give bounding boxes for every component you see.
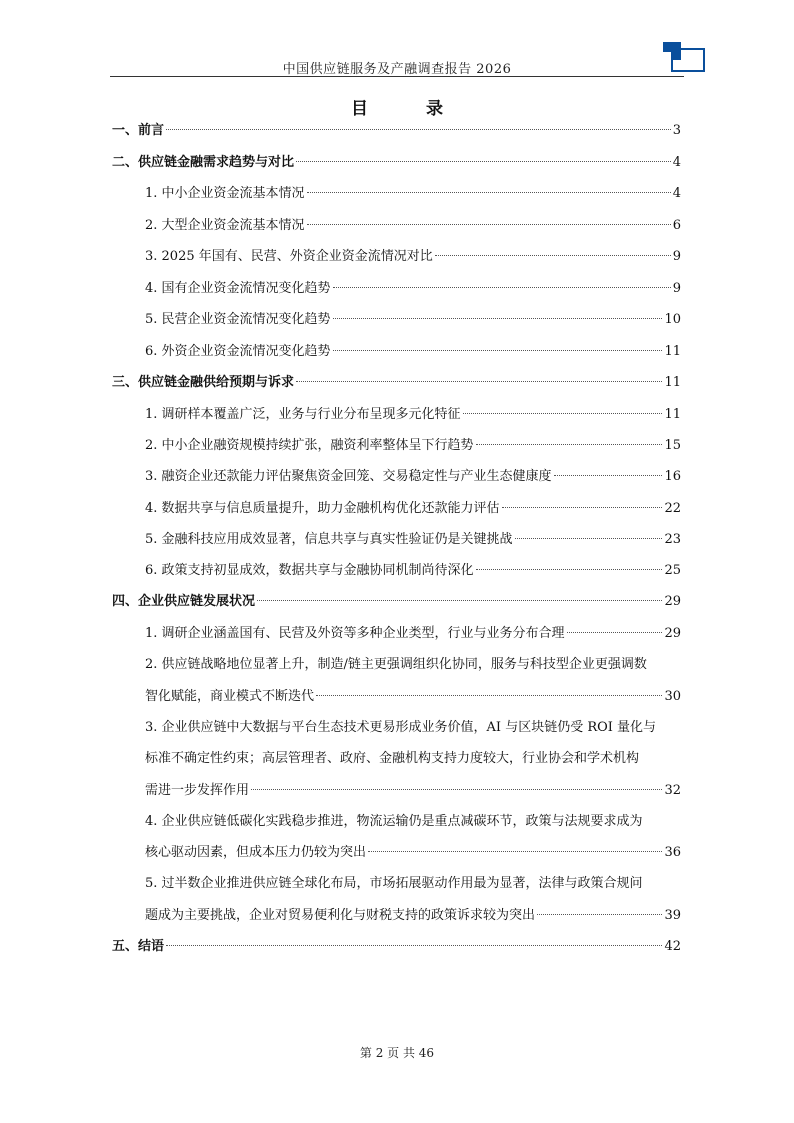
toc-entry-2-6[interactable] <box>145 342 681 362</box>
leader-dots <box>307 224 671 225</box>
leader-dots <box>316 695 662 696</box>
leader-dots <box>537 914 662 915</box>
toc-entry-text: 五、结语 <box>112 939 165 954</box>
toc-page-number: 42 <box>664 939 681 954</box>
toc-entry-text: 智化赋能，商业模式不断迭代 <box>145 689 315 704</box>
toc-entry-text: 二、供应链金融需求趋势与对比 <box>112 155 295 170</box>
leader-dots <box>166 129 671 130</box>
toc-entry-text: 2. 中小企业融资规模持续扩张，融资利率整体呈下行趋势 <box>145 438 474 453</box>
toc-entry-text: 6. 外资企业资金流情况变化趋势 <box>145 344 331 359</box>
toc-entry-2-4[interactable] <box>145 279 681 299</box>
toc-entry-text: 2. 大型企业资金流基本情况 <box>145 218 305 233</box>
leader-dots <box>333 350 663 351</box>
toc-page-number: 29 <box>664 626 681 641</box>
toc-entry-2-1[interactable] <box>145 184 681 204</box>
toc-page-number: 10 <box>664 312 681 327</box>
toc-entry-4-2-lead[interactable]: 2. 供应链战略地位显著上升，制造/链主更强调组织化协同，服务与科技型企业更强调数 <box>145 657 647 672</box>
toc-page-number: 11 <box>664 407 681 422</box>
toc-page-number: 36 <box>664 845 681 860</box>
toc-entry-4-3[interactable] <box>145 781 681 801</box>
leader-dots <box>251 789 662 790</box>
toc-entry-4-1[interactable] <box>145 624 681 644</box>
toc-page-number: 3 <box>672 123 681 138</box>
toc-page-number: 4 <box>672 186 681 201</box>
leader-dots <box>476 569 663 570</box>
toc-entry-4-2[interactable] <box>145 687 681 707</box>
toc-entry-section-2[interactable] <box>112 153 681 173</box>
leader-dots <box>296 381 662 382</box>
toc-entry-text: 一、前言 <box>112 123 165 138</box>
report-title: 中国供应链服务及产融调查报告 2026 <box>282 62 512 77</box>
toc-page-number: 22 <box>664 501 681 516</box>
page-footer: 第 2 页 共 46 <box>359 1046 435 1060</box>
toc-entry-3-6[interactable] <box>145 561 681 581</box>
toc-entry-2-3[interactable] <box>145 247 681 267</box>
toc-entry-4-4[interactable] <box>145 843 681 863</box>
toc-page-number: 29 <box>664 594 681 609</box>
toc-entry-text: 四、企业供应链发展状况 <box>112 594 256 609</box>
toc-page-number: 11 <box>664 344 681 359</box>
toc-entry-3-5[interactable] <box>145 530 681 550</box>
toc-entry-4-5-lead[interactable]: 5. 过半数企业推进供应链全球化布局，市场拓展驱动作用最为显著，法律与政策合规问 <box>145 876 643 891</box>
toc-page-number: 6 <box>672 218 681 233</box>
toc-page-number: 39 <box>664 908 681 923</box>
toc-entry-section-3[interactable] <box>112 373 681 393</box>
leader-dots <box>515 538 663 539</box>
leader-dots <box>333 287 671 288</box>
leader-dots <box>296 161 671 162</box>
toc-page-number: 15 <box>664 438 681 453</box>
toc-entry-preface[interactable] <box>112 121 681 141</box>
leader-dots <box>502 507 663 508</box>
toc-page-number: 32 <box>664 783 681 798</box>
toc-entry-4-4-lead[interactable]: 4. 企业供应链低碳化实践稳步推进，物流运输仍是重点减碳环节，政策与法规要求成为 <box>145 814 643 829</box>
toc-entry-text: 4. 数据共享与信息质量提升，助力金融机构优化还款能力评估 <box>145 501 500 516</box>
toc-entry-4-5[interactable] <box>145 906 681 926</box>
leader-dots <box>333 318 663 319</box>
toc-entry-text: 1. 调研企业涵盖国有、民营及外资等多种企业类型，行业与业务分布合理 <box>145 626 565 641</box>
toc-page-number: 23 <box>664 532 681 547</box>
toc-page-number: 9 <box>672 281 681 296</box>
leader-dots <box>166 945 662 946</box>
toc-heading: 目 录 <box>351 99 469 119</box>
leader-dots <box>463 413 663 414</box>
toc-entry-text: 3. 融资企业还款能力评估聚焦资金回笼、交易稳定性与产业生态健康度 <box>145 469 552 484</box>
toc-entry-text: 5. 民营企业资金流情况变化趋势 <box>145 312 331 327</box>
logo-icon <box>663 42 709 74</box>
toc-entry-2-2[interactable] <box>145 216 681 236</box>
toc-entry-text: 需进一步发挥作用 <box>145 783 250 798</box>
toc-entry-4-3-lead2[interactable]: 标准不确定性约束；高层管理者、政府、金融机构支持力度较大，行业协会和学术机构 <box>145 751 640 766</box>
toc-entry-text: 1. 调研样本覆盖广泛，业务与行业分布呈现多元化特征 <box>145 407 461 422</box>
toc-page-number: 30 <box>664 689 681 704</box>
toc-entry-text: 题成为主要挑战，企业对贸易便利化与财税支持的政策诉求较为突出 <box>145 908 536 923</box>
toc-entry-text: 4. 国有企业资金流情况变化趋势 <box>145 281 331 296</box>
toc-page-number: 11 <box>664 375 681 390</box>
leader-dots <box>476 444 663 445</box>
toc-entry-text: 核心驱动因素，但成本压力仍较为突出 <box>145 845 367 860</box>
toc-entry-section-4[interactable] <box>112 592 681 612</box>
toc-entry-text: 5. 金融科技应用成效显著，信息共享与真实性验证仍是关键挑战 <box>145 532 513 547</box>
leader-dots <box>554 475 663 476</box>
toc-page-number: 25 <box>664 563 681 578</box>
toc-entry-3-4[interactable] <box>145 499 681 519</box>
toc-entry-text: 6. 政策支持初显成效，数据共享与金融协同机制尚待深化 <box>145 563 474 578</box>
header-rule <box>110 76 684 77</box>
toc-page-number: 9 <box>672 249 681 264</box>
toc-entry-text: 1. 中小企业资金流基本情况 <box>145 186 305 201</box>
toc-entry-conclusion[interactable] <box>112 937 681 957</box>
toc-entry-text: 三、供应链金融供给预期与诉求 <box>112 375 295 390</box>
leader-dots <box>435 255 671 256</box>
leader-dots <box>567 632 663 633</box>
toc-entry-4-3-lead[interactable]: 3. 企业供应链中大数据与平台生态技术更易形成业务价值，AI 与区块链仍受 ROI 量化与 <box>145 720 657 735</box>
toc-entry-text: 3. 2025 年国有、民营、外资企业资金流情况对比 <box>145 249 433 264</box>
toc-entry-3-1[interactable] <box>145 405 681 425</box>
leader-dots <box>257 600 662 601</box>
toc-page-number: 16 <box>664 469 681 484</box>
toc-entry-3-2[interactable] <box>145 436 681 456</box>
leader-dots <box>307 192 671 193</box>
leader-dots <box>368 851 662 852</box>
toc-page-number: 4 <box>672 155 681 170</box>
toc-entry-3-3[interactable] <box>145 467 681 487</box>
toc-entry-2-5[interactable] <box>145 310 681 330</box>
